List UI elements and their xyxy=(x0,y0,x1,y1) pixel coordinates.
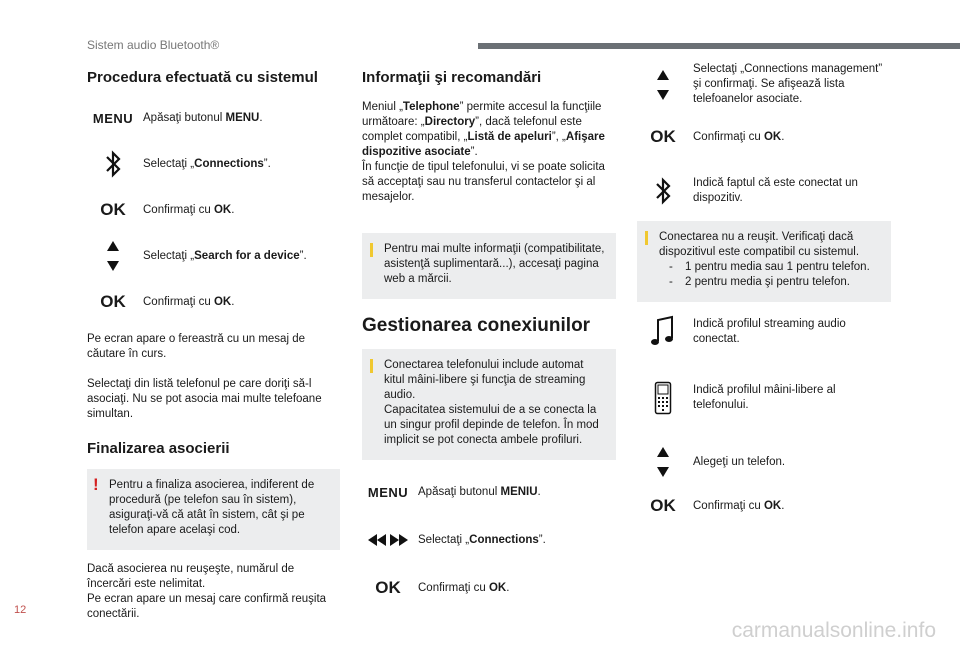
bluetooth-icon xyxy=(637,176,689,206)
step-item xyxy=(87,190,340,230)
step-item xyxy=(87,98,340,138)
column-2 xyxy=(362,62,616,612)
info-note-failed-text: Conectarea nu a reuşit. Verificaţi dacă dispozitivul este compatibil cu sistemul. xyxy=(659,231,860,258)
note-item: - 2 pentru media şi pentru telefon. xyxy=(669,276,850,288)
column-1 xyxy=(87,62,340,622)
step-item xyxy=(362,520,616,560)
step-item xyxy=(637,312,891,352)
step-label: Indică faptul că este conectat un dispozitiv. xyxy=(693,177,858,204)
step-item xyxy=(362,568,616,608)
phone-icon xyxy=(637,381,689,415)
info-note-failed xyxy=(637,221,891,302)
up-down-arrows-icon xyxy=(87,239,139,273)
paragraph-success: Pe ecran apare un mesaj care confirmă reuşita conectării. xyxy=(87,593,327,620)
procedure-steps xyxy=(87,98,340,322)
step-label: Confirmaţi cu OK. xyxy=(143,295,235,308)
ok-button-icon: OK xyxy=(650,496,676,515)
note-item: - 1 pentru media sau 1 pentru telefon. xyxy=(669,261,870,273)
ok-button-icon: OK xyxy=(100,200,126,219)
step-label: Indică profilul streaming audio conectat. xyxy=(693,318,846,345)
menu-button-icon: MENU xyxy=(92,110,134,126)
info-marker-icon xyxy=(645,231,648,245)
paragraph-search: Pe ecran apare o fereastră cu un mesaj de căutare în curs. xyxy=(87,333,305,360)
warning-note xyxy=(87,469,340,550)
paragraph-telephone-menu: Meniul „Telephone” permite accesul la funcţiile următoare: „Directory”, dacă telefonul este complet compatibil, „Listă de apeluri”, „Afişare dispozitive asociate”. În funcţie de tipul telefonului, vi se poate solicita să acceptaţi sau nu transferul contactelor şi al mesajelor. xyxy=(362,101,605,203)
step-item xyxy=(87,144,340,184)
step-item xyxy=(362,472,616,512)
step-label: Apăsaţi butonul MENU. xyxy=(143,111,263,124)
step-label: Selectaţi „Connections”. xyxy=(418,533,546,546)
bluetooth-icon xyxy=(87,149,139,179)
step-label: Indică profilul mâini-libere al telefonului. xyxy=(693,384,836,411)
step-label: Apăsaţi butonul MENIU. xyxy=(418,485,541,498)
page-number: 12 xyxy=(14,604,27,616)
step-label: Alegeţi un telefon. xyxy=(693,455,786,468)
paragraph-retry: Dacă asocierea nu reuşeşte, numărul de încercări este nelimitat. xyxy=(87,563,295,590)
step-label: Confirmaţi cu OK. xyxy=(143,203,235,216)
step-label: Selectaţi „Search for a device”. xyxy=(143,249,307,262)
step-item xyxy=(637,171,891,211)
info-note-profiles xyxy=(362,349,616,460)
profile-steps xyxy=(637,312,891,526)
paragraph-select-phone: Selectaţi din listă telefonul pe care doriţi să-l asociaţi. Nu se pot asocia mai multe telefoane simultan. xyxy=(87,378,322,420)
connection-steps xyxy=(362,472,616,608)
info-note-profiles-text-a: Conectarea telefonului include automat kitul mâini-libere şi funcţia de streaming audio. xyxy=(384,359,586,401)
step-label: Confirmaţi cu OK. xyxy=(418,581,510,594)
info-note-profiles-text-b: Capacitatea sistemului de a se conecta la un singur profil depinde de telefon. În mod implicit se pot conecta ambele profiluri. xyxy=(384,404,599,446)
step-label: Confirmaţi cu OK. xyxy=(693,499,785,512)
column-3 xyxy=(637,62,891,530)
heading-procedure: Procedura efectuată cu sistemul xyxy=(87,69,318,86)
info-note-web xyxy=(362,233,616,299)
up-down-arrows-icon xyxy=(637,445,689,479)
step-label: Selectaţi „Connections management” şi confirmaţi. Se afişează lista telefoanelor asociate. xyxy=(693,63,883,105)
step-item xyxy=(87,236,340,276)
header-title: Sistem audio Bluetooth® xyxy=(87,38,220,52)
info-marker-icon xyxy=(370,243,373,257)
heading-connections: Gestionarea conexiunilor xyxy=(362,315,591,336)
step-item xyxy=(87,282,340,322)
ok-button-icon: OK xyxy=(100,292,126,311)
step-item xyxy=(637,442,891,482)
menu-button-icon: MENU xyxy=(367,484,409,500)
warning-text: Pentru a finaliza asocierea, indiferent de procedură (pe telefon sau în sistem), asiguraţi-vă că atât în sistem, cât şi pe telefon apare acelaşi cod. xyxy=(109,479,315,536)
step-item xyxy=(637,486,891,526)
step-label: Selectaţi „Connections”. xyxy=(143,157,271,170)
warning-icon: ! xyxy=(93,475,99,494)
up-down-arrows-icon xyxy=(637,68,689,102)
step-item xyxy=(637,378,891,418)
info-marker-icon xyxy=(370,359,373,373)
ok-button-icon: OK xyxy=(375,578,401,597)
step-item xyxy=(637,62,891,107)
step-label: Confirmaţi cu OK. xyxy=(693,130,785,143)
heading-info: Informaţii şi recomandări xyxy=(362,69,542,86)
info-note-web-text: Pentru mai multe informaţii (compatibilitate, asistenţă suplimentară...), accesaţi pagina web a mărcii. xyxy=(384,243,605,285)
ok-button-icon: OK xyxy=(650,127,676,146)
heading-finalize: Finalizarea asocierii xyxy=(87,440,230,457)
watermark: carmanualsonline.info xyxy=(731,619,936,642)
music-note-icon xyxy=(637,315,689,349)
left-right-arrows-icon xyxy=(362,533,414,547)
step-item xyxy=(637,117,891,157)
header-bar xyxy=(478,43,960,49)
manage-steps xyxy=(637,62,891,211)
